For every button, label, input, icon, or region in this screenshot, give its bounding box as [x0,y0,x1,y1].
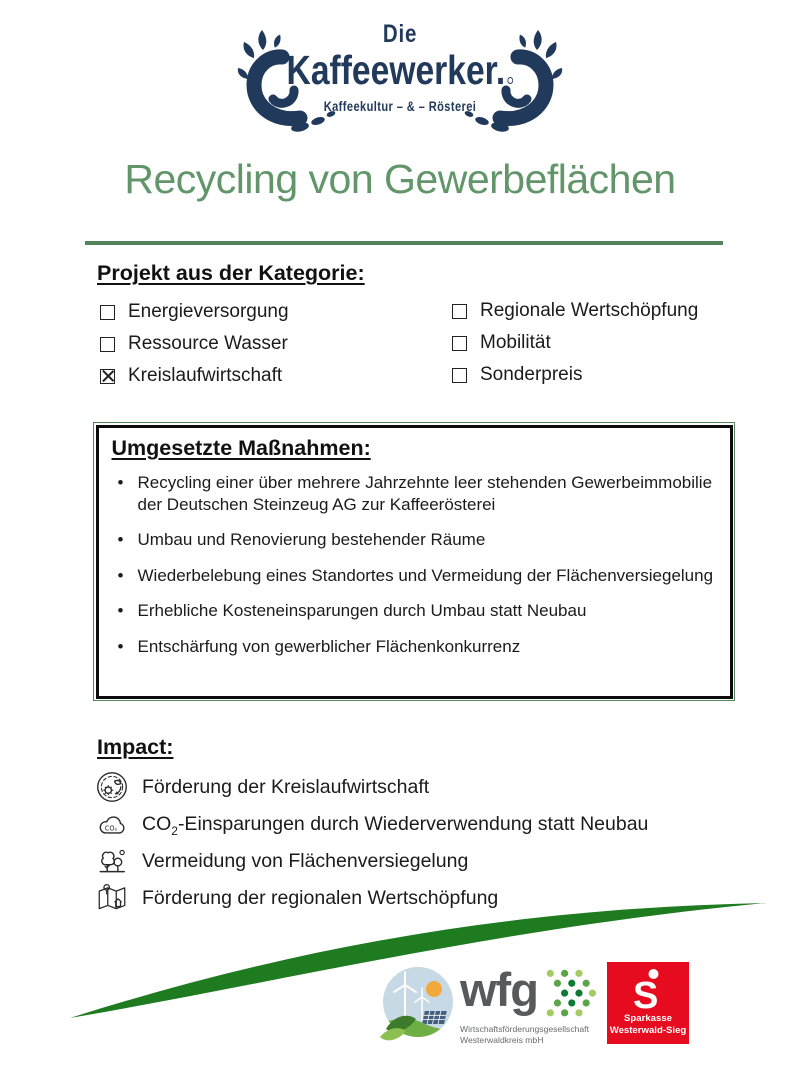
impact-label: Förderung der Kreislaufwirtschaft [142,775,430,798]
category-energieversorgung [100,301,289,323]
checkbox-kreislaufwirtschaft-checked[interactable] [100,369,115,384]
wfg-wordmark: wfg [460,963,538,1016]
categories-heading: Projekt aus der Kategorie: [97,261,365,285]
category-ressource-wasser [100,333,288,355]
impact-item-kreislaufwirtschaft [95,770,429,804]
page-title: Recycling von Gewerbeflächen [124,156,676,202]
category-label: Regionale Wertschöpfung [480,300,699,321]
measures-heading: Umgesetzte Maßnahmen: [111,435,371,460]
measures-box-inner [96,425,733,699]
impact-heading: Impact: [97,735,174,759]
brand-tagline: Kaffeekultur – & – Rösterei [323,99,477,115]
category-label: Kreislaufwirtschaft [128,365,283,386]
registered-mark-icon [508,77,514,84]
wfg-dots-icon [544,966,596,1022]
category-label: Ressource Wasser [128,333,288,354]
renewable-energy-logo [378,963,458,1045]
category-regionale-wertschoepfung [452,300,698,322]
measures-list [112,472,716,659]
title-divider [85,241,723,245]
circular-economy-icon [95,770,129,804]
category-label: Sonderpreis [480,364,583,385]
sparkasse-caption: Sparkasse Westerwald-Sieg [609,1013,687,1037]
category-mobilitaet [452,332,551,354]
checkbox-regionale-wertschoepfung[interactable] [452,304,467,319]
checkbox-sonderpreis[interactable] [452,368,467,383]
brand-word-die: Die [382,20,418,48]
measures-box [93,422,735,701]
impact-item-co2 [95,808,648,842]
impact-label: Förderung der regionalen Wertschöpfung [142,886,499,909]
brand-name: Kaffeewerker. [72,49,728,92]
brand-logo [72,20,728,114]
wfg-caption: Wirtschaftsförderungsgesellschaft Westerwaldkreis mbH [460,1024,589,1046]
measure-item: • Recycling einer über mehrere Jahrzehnte leer stehenden Gewerbeimmobilie der Deutschen Steinzeug AG zur Kaffeerösterei [112,472,716,517]
category-sonderpreis [452,364,582,386]
checkbox-energieversorgung[interactable] [100,305,115,320]
wfg-logo [460,964,610,1046]
sparkasse-logo [607,962,689,1044]
category-kreislaufwirtschaft [100,365,282,387]
trees-icon [95,844,129,878]
measure-item: • Umbau und Renovierung bestehender Räume [112,529,716,551]
svg-text:CO₂: CO₂ [104,824,118,833]
measure-item: • Wiederbelebung eines Standortes und Vermeidung der Flächenversiegelung [112,565,716,587]
checkbox-ressource-wasser[interactable] [100,337,115,352]
checkbox-mobilitaet[interactable] [452,336,467,351]
impact-label: Vermeidung von Flächenversiegelung [142,849,469,872]
impact-item-flaechenversiegelung [95,844,468,878]
impact-label: $CO_2$-Einsparungen durch Wiederverwendung statt Neubau [142,812,649,838]
category-label: Mobilität [480,332,551,353]
co2-cloud-icon [95,808,129,842]
measure-item: • Entschärfung von gewerblicher Flächenkonkurrenz [112,636,716,658]
category-label: Energieversorgung [128,301,289,322]
measure-item: • Erhebliche Kosteneinsparungen durch Umbau statt Neubau [112,600,716,622]
sparkasse-s-icon [631,968,665,1012]
svg-text:S: S [633,975,659,1012]
